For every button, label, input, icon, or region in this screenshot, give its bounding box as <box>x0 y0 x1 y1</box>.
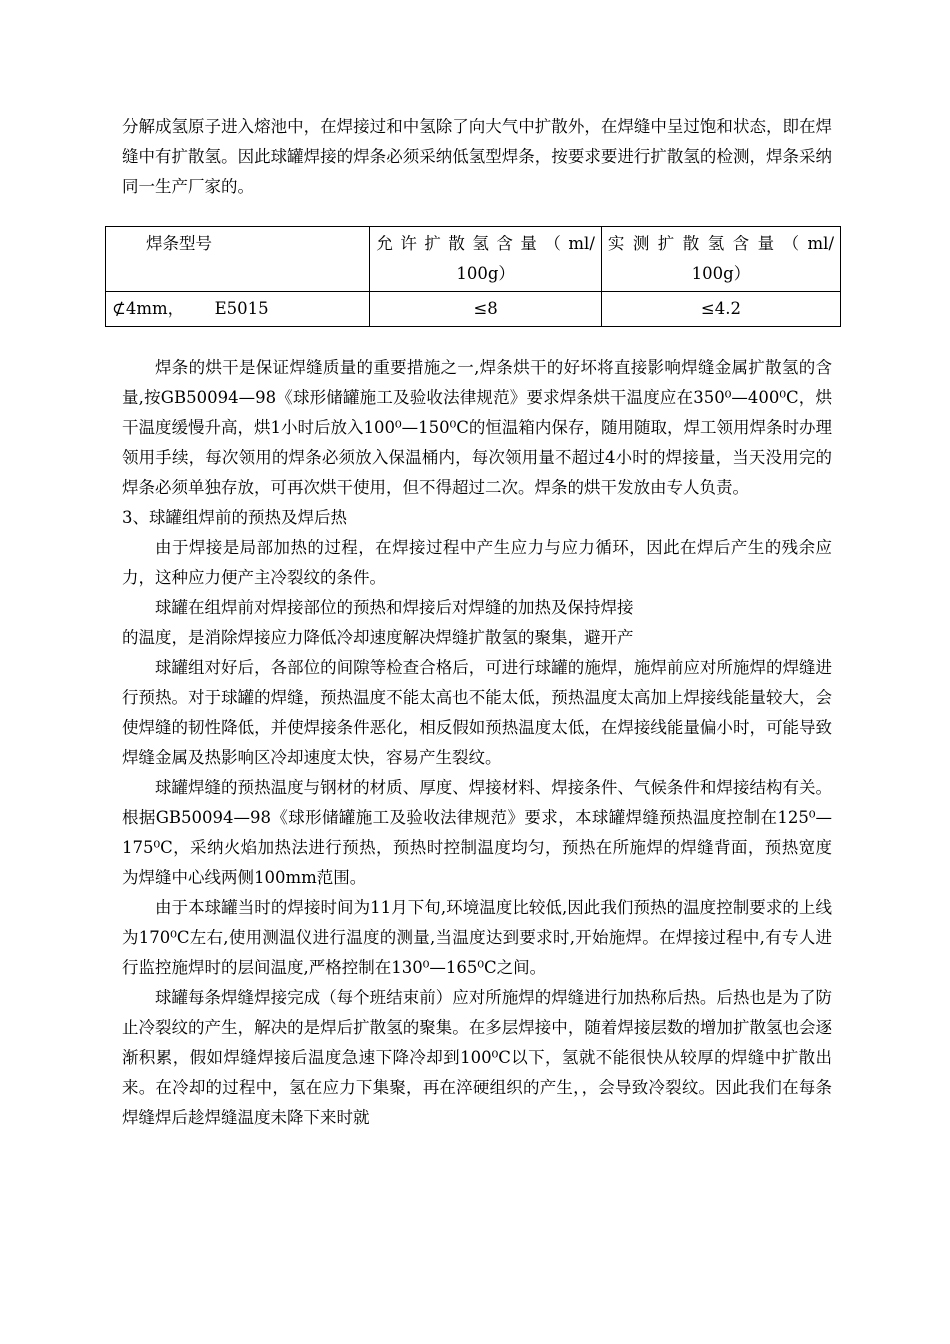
table-row <box>106 292 841 327</box>
postheat-paragraph: 球罐每条焊缝焊接完成（每个班结束前）应对所施焊的焊缝进行加热称后热。后热也是为了防止冷裂纹的产生，解决的是焊后扩散氢的聚集。在多层焊接中，随着焊接层数的增加扩散氢也会逐渐积累，假如焊缝焊接后温度急速下降冷却到100⁰C以下，氢就不能很快从较厚的焊缝中扩散出来。在冷却的过程中，氢在应力下集聚，再在淬硬组织的产生，，会导致冷裂纹。因此我们在每条焊缝焊后趁焊缝温度未降下来时就 <box>122 988 832 1127</box>
cell-electrode-type <box>106 292 370 327</box>
table-header-row <box>106 227 841 292</box>
header-measured-line1: 实测扩散氢含量（ml/ <box>607 234 834 253</box>
cell-measured-value: ≤4.2 <box>601 292 840 327</box>
drying-paragraph: 焊条的烘干是保证焊缝质量的重要措施之一,焊条烘干的好坏将直接影响焊缝金属扩散氢的含量,按GB50094—98《球形储罐施工及验收法律规范》要求焊条烘干温度应在350⁰—400⁰C，烘干温度缓慢升高，烘1小时后放入100⁰—150⁰C的恒温箱内保存，随用随取，焊工领用焊条时办理领用手续，每次领用的焊条必须放入保温桶内，每次领用量不超过4小时的焊接量，当天没用完的焊条必须单独存放，可再次烘干使用，但不得超过二次。焊条的烘干发放由专人负责。 <box>122 358 832 497</box>
assembly-paragraph: 球罐组对好后，各部位的间隙等检查合格后，可进行球罐的施焊，施焊前应对所施焊的焊缝进行预热。对于球罐的焊缝，预热温度不能太高也不能太低，预热温度太高加上焊接线能量较大，会使焊缝的韧性降低，并使焊接条件恶化，相反假如预热温度太低，在焊接线能量偏小时，可能导致焊缝金属及热影响区冷却速度太快，容易产生裂纹。 <box>122 658 832 767</box>
document-page <box>112 112 834 1133</box>
header-allowed-line1: 允许扩散氢含量（ml/ <box>376 234 595 253</box>
header-measured-hydrogen <box>601 227 840 292</box>
header-allowed-line2: 100g） <box>456 264 515 283</box>
preheat-intro-line1: 球罐在组焊前对焊接部位的预热和焊接后对焊缝的加热及保持焊接 <box>155 598 634 617</box>
electrode-size: ⊄4mm， <box>112 299 185 318</box>
hydrogen-content-table <box>105 226 841 327</box>
section-heading-3: 3、球罐组焊前的预热及焊后热 <box>122 508 347 527</box>
cell-allowed-value: ≤8 <box>370 292 602 327</box>
preheat-intro-line2: 的温度，是消除焊接应力降低冷却速度解决焊缝扩散氢的聚集，避开产 <box>122 628 634 647</box>
stress-paragraph: 由于焊接是局部加热的过程，在焊接过程中产生应力与应力循环，因此在焊后产生的残余应力，这种应力便产主冷裂纹的条件。 <box>122 538 832 587</box>
november-paragraph: 由于本球罐当时的焊接时间为11月下旬,环境温度比较低,因此我们预热的温度控制要求的上线为170⁰C左右,使用测温仪进行温度的测量,当温度达到要求时,开始施焊。在焊接过程中,有专人进行监控施焊时的层间温度,严格控制在130⁰—165⁰C之间。 <box>122 898 832 977</box>
header-allowed-hydrogen <box>370 227 602 292</box>
header-electrode-type: 焊条型号 <box>106 227 370 292</box>
preheat-temperature-paragraph: 球罐焊缝的预热温度与钢材的材质、厚度、焊接材料、焊接条件、气候条件和焊接结构有关。根据GB50094—98《球形储罐施工及验收法律规范》要求，本球罐焊缝预热温度控制在125⁰—175⁰C，采纳火焰加热法进行预热，预热时控制温度均匀，预热在所施焊的焊缝背面，预热宽度为焊缝中心线两侧100mm范围。 <box>122 778 832 887</box>
electrode-model: E5015 <box>214 299 269 318</box>
header-measured-line2: 100g） <box>691 264 751 283</box>
intro-paragraph: 分解成氢原子进入熔池中，在焊接过和中氢除了向大气中扩散外，在焊缝中呈过饱和状态，即在焊缝中有扩散氢。因此球罐焊接的焊条必须采纳低氢型焊条，按要求要进行扩散氢的检测，焊条采纳同一生产厂家的。 <box>122 117 832 196</box>
